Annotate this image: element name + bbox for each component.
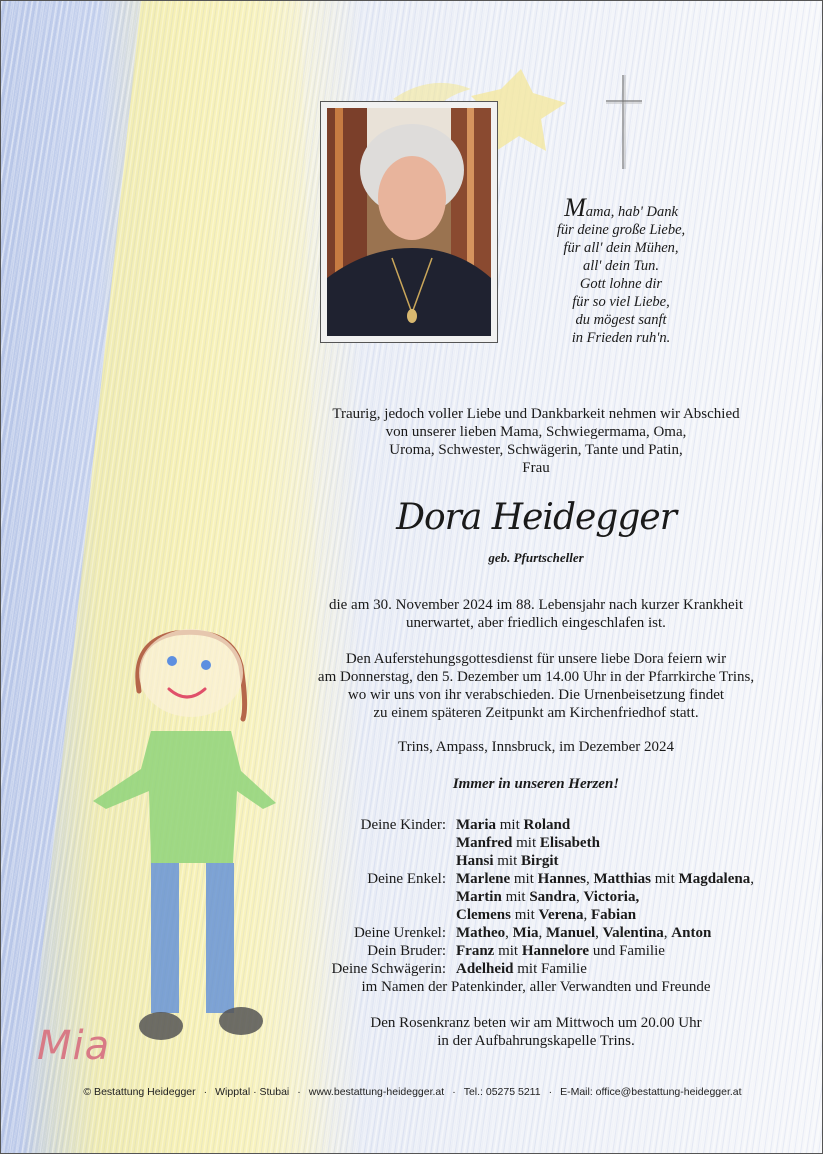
poem-line: für all' dein Mühen, bbox=[563, 240, 679, 256]
poem-initial: M bbox=[564, 193, 586, 222]
mourners-closing: im Namen der Patenkinder, aller Verwandten und Freunde bbox=[361, 979, 711, 995]
portrait-frame bbox=[320, 101, 498, 343]
maiden-name: geb. Pfurtscheller bbox=[488, 550, 584, 565]
great-grandchildren-line: Matheo, Mia, Manuel, Valentina, Anton bbox=[456, 925, 712, 941]
rosary-text bbox=[291, 1014, 781, 1050]
sister-in-law-label: Deine Schwägerin: bbox=[331, 961, 446, 977]
place-date: Trins, Ampass, Innsbruck, im Dezember 2024 bbox=[397, 739, 675, 755]
death-notice bbox=[291, 596, 781, 632]
intro-line: Uroma, Schwester, Schwägerin, Tante und Patin, bbox=[389, 442, 683, 458]
footer-separator: · bbox=[548, 1086, 553, 1098]
grandchildren-line: Clemens mit Verena, Fabian bbox=[456, 907, 637, 923]
poem-line: für deine große Liebe, bbox=[556, 222, 686, 238]
footer-email-link[interactable]: E-Mail: office@bestattung-heidegger.at bbox=[560, 1086, 742, 1098]
footer-separator: · bbox=[297, 1086, 301, 1098]
footer bbox=[1, 1086, 823, 1098]
grandchildren-line: Marlene mit Hannes, Matthias mit Magdalena, bbox=[456, 871, 754, 887]
memorial-poem bbox=[531, 193, 711, 347]
poem-line: all' dein Tun. bbox=[582, 258, 659, 274]
children-line: Hansi mit Birgit bbox=[456, 853, 559, 869]
death-notice-line: unerwartet, aber friedlich eingeschlafen ist. bbox=[406, 615, 666, 631]
intro-line: Frau bbox=[522, 460, 550, 476]
footer-region: Wipptal · Stubai bbox=[215, 1086, 290, 1098]
intro-text bbox=[291, 405, 781, 477]
great-grandchildren-label: Deine Urenkel: bbox=[353, 925, 446, 941]
grandchildren-label: Deine Enkel: bbox=[367, 871, 446, 887]
brother-line: Franz mit Hannelore und Familie bbox=[456, 943, 665, 959]
cross-icon bbox=[604, 73, 644, 173]
poem-line: du mögest sanft bbox=[575, 312, 667, 328]
footer-separator: · bbox=[452, 1086, 456, 1098]
children-line: Manfred mit Elisabeth bbox=[456, 835, 600, 851]
motto: Immer in unseren Herzen! bbox=[452, 776, 620, 792]
service-line: wo wir uns von ihr verabschieden. Die Urnenbeisetzung findet bbox=[347, 687, 725, 703]
sister-in-law-line: Adelheid mit Familie bbox=[456, 961, 587, 977]
portrait-photo bbox=[327, 108, 491, 336]
footer-website-link[interactable]: www.bestattung-heidegger.at bbox=[308, 1086, 445, 1098]
children-label: Deine Kinder: bbox=[360, 817, 446, 833]
portrait-illustration bbox=[327, 108, 491, 336]
children-line: Maria mit Roland bbox=[456, 817, 571, 833]
poem-line: ama, hab' Dank bbox=[585, 204, 678, 220]
poem-line: in Frieden ruh'n. bbox=[571, 330, 671, 346]
footer-phone: Tel.: 05275 5211 bbox=[463, 1086, 541, 1098]
footer-separator: · bbox=[203, 1086, 208, 1098]
brother-label: Dein Bruder: bbox=[367, 943, 446, 959]
service-text bbox=[291, 650, 781, 722]
rosary-line: Den Rosenkranz beten wir am Mittwoch um 20.00 Uhr bbox=[370, 1015, 702, 1031]
service-line: am Donnerstag, den 5. Dezember um 14.00 Uhr in der Pfarrkirche Trins, bbox=[317, 669, 755, 685]
poem-line: Gott lohne dir bbox=[579, 276, 663, 292]
service-line: zu einem späteren Zeitpunkt am Kirchenfriedhof statt. bbox=[373, 705, 699, 721]
deceased-name: Dora Heidegger bbox=[396, 497, 676, 538]
child-signature: Mia bbox=[37, 1023, 111, 1069]
service-line: Den Auferstehungsgottesdienst für unsere liebe Dora feiern wir bbox=[345, 651, 727, 667]
death-notice-line: die am 30. November 2024 im 88. Lebensjahr nach kurzer Krankheit bbox=[328, 597, 744, 613]
intro-line: Traurig, jedoch voller Liebe und Dankbarkeit nehmen wir Abschied bbox=[332, 406, 740, 422]
poem-line: für so viel Liebe, bbox=[572, 294, 670, 310]
intro-line: von unserer lieben Mama, Schwiegermama, Oma, bbox=[385, 424, 687, 440]
footer-copyright: © Bestattung Heidegger bbox=[83, 1086, 196, 1098]
rosary-line: in der Aufbahrungskapelle Trins. bbox=[437, 1033, 635, 1049]
grandchildren-line: Martin mit Sandra, Victoria, bbox=[456, 889, 640, 905]
